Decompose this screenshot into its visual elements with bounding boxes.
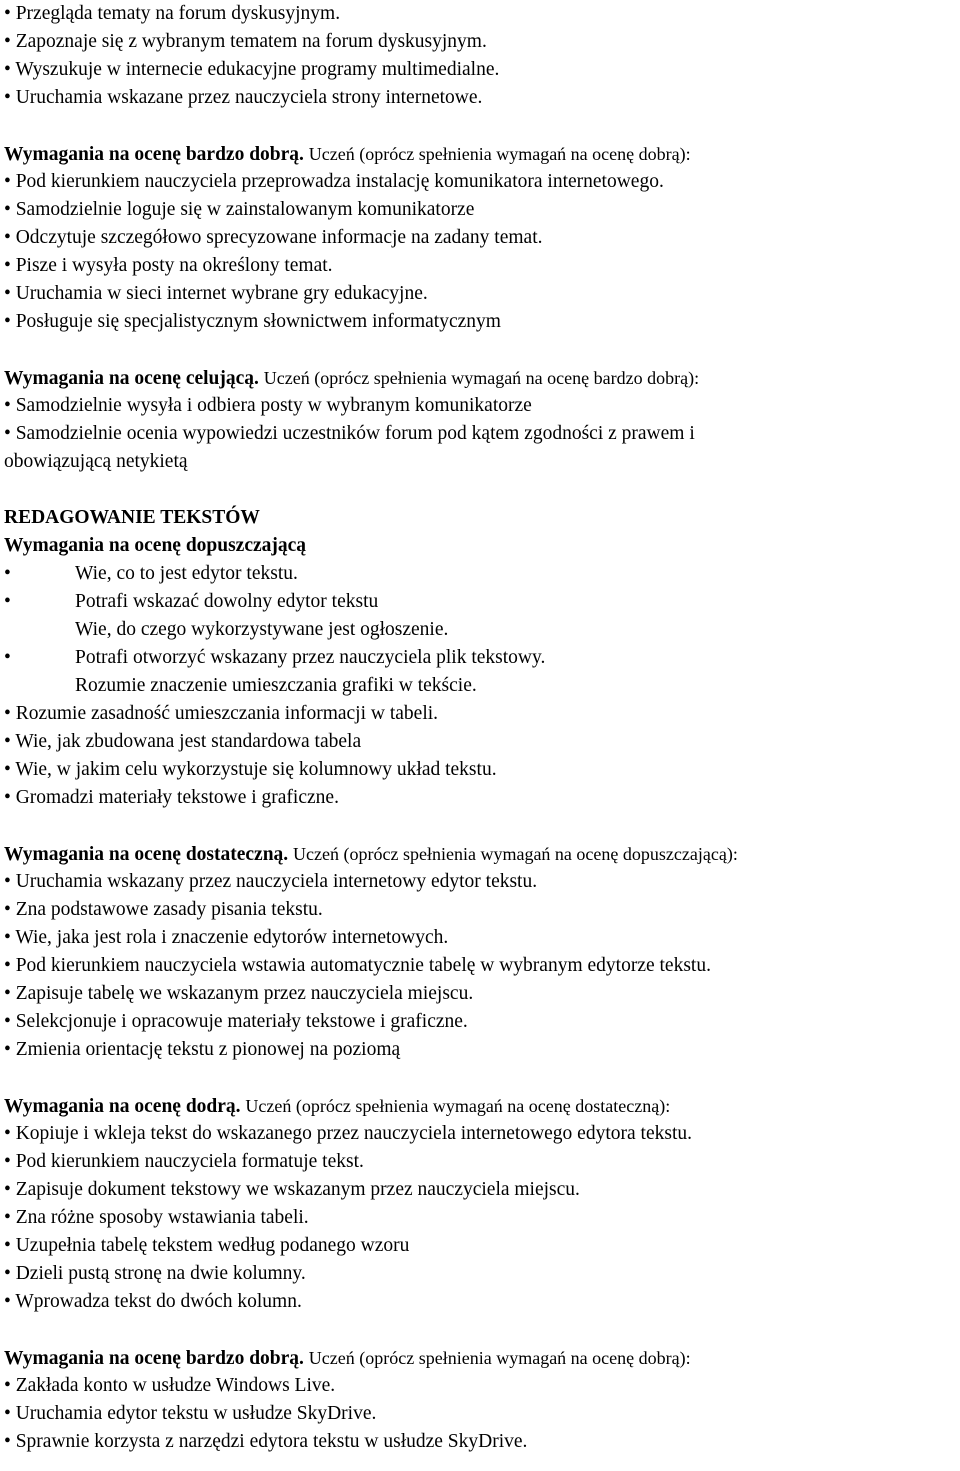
list-item-continuation: obowiązującą netykietą xyxy=(4,451,188,472)
list-item: • Pod kierunkiem nauczyciela przeprowadza instalację komunikatora internetowego. xyxy=(4,171,664,192)
list-item: • Zna różne sposoby wstawiania tabeli. xyxy=(4,1207,309,1228)
section-title: REDAGOWANIE TEKSTÓW xyxy=(4,507,260,528)
section-heading: Wymagania na ocenę dopuszczającą xyxy=(4,535,307,556)
list-item: • Pod kierunkiem nauczyciela wstawia automatycznie tabelę w wybranym edytorze tekstu. xyxy=(4,955,711,976)
list-item: • Zna podstawowe zasady pisania tekstu. xyxy=(4,899,323,920)
list-item: • Wie, jaka jest rola i znaczenie edytorów internetowych. xyxy=(4,927,449,948)
section-heading: Wymagania na ocenę celującą. Uczeń (oprócz spełnienia wymagań na ocenę bardzo dobrą): xyxy=(4,368,700,389)
list-item: • Kopiuje i wkleja tekst do wskazanego przez nauczyciela internetowego edytora tekstu. xyxy=(4,1123,692,1144)
list-item: • Uruchamia wskazany przez nauczyciela internetowy edytor tekstu. xyxy=(4,871,538,892)
list-item: • Zapoznaje się z wybranym tematem na forum dyskusyjnym. xyxy=(4,31,487,52)
list-item: • Uruchamia edytor tekstu w usłudze SkyDrive. xyxy=(4,1403,377,1424)
list-item: • Wprowadza tekst do dwóch kolumn. xyxy=(4,1291,302,1312)
list-item: • Samodzielnie ocenia wypowiedzi uczestników forum pod kątem zgodności z prawem i xyxy=(4,423,695,444)
list-item: • Zapisuje tabelę we wskazanym przez nauczyciela miejscu. xyxy=(4,983,474,1004)
list-item: • Zmienia orientację tekstu z pionowej na poziomą xyxy=(4,1039,401,1060)
list-item: • Rozumie zasadność umieszczania informacji w tabeli. xyxy=(4,703,439,724)
list-item: • Pisze i wysyła posty na określony temat. xyxy=(4,255,333,276)
list-item: • Dzieli pustą stronę na dwie kolumny. xyxy=(4,1263,306,1284)
list-item: • Samodzielnie loguje się w zainstalowanym komunikatorze xyxy=(4,199,475,220)
list-item: • Pod kierunkiem nauczyciela formatuje tekst. xyxy=(4,1151,364,1172)
list-item: • Odczytuje szczegółowo sprecyzowane informacje na zadany temat. xyxy=(4,227,543,248)
list-item: • Sprawnie korzysta z narzędzi edytora tekstu w usłudze SkyDrive. xyxy=(4,1431,528,1452)
list-item: • Wie, co to jest edytor tekstu. xyxy=(4,563,298,584)
section-heading: Wymagania na ocenę bardzo dobrą. Uczeń (oprócz spełnienia wymagań na ocenę dobrą): xyxy=(4,1348,691,1369)
list-item: • Potrafi otworzyć wskazany przez nauczyciela plik tekstowy. xyxy=(4,647,546,668)
list-item: • Przegląda tematy na forum dyskusyjnym. xyxy=(4,3,341,24)
section-heading: Wymagania na ocenę dostateczną. Uczeń (oprócz spełnienia wymagań na ocenę dopuszczającą): xyxy=(4,844,738,865)
section-heading: Wymagania na ocenę dodrą. Uczeń (oprócz spełnienia wymagań na ocenę dostateczną): xyxy=(4,1096,671,1117)
list-item: • Wie, jak zbudowana jest standardowa tabela xyxy=(4,731,362,752)
section-heading: Wymagania na ocenę bardzo dobrą. Uczeń (oprócz spełnienia wymagań na ocenę dobrą): xyxy=(4,144,691,165)
list-item: • Wyszukuje w internecie edukacyjne programy multimedialne. xyxy=(4,59,500,80)
list-item-continuation: Rozumie znaczenie umieszczania grafiki w tekście. xyxy=(75,675,477,696)
list-item: • Wie, w jakim celu wykorzystuje się kolumnowy układ tekstu. xyxy=(4,759,497,780)
list-item: • Uzupełnia tabelę tekstem według podanego wzoru xyxy=(4,1235,410,1256)
list-item: • Potrafi wskazać dowolny edytor tekstu xyxy=(4,591,379,612)
list-item-continuation: Wie, do czego wykorzystywane jest ogłoszenie. xyxy=(75,619,449,640)
list-item: • Uruchamia wskazane przez nauczyciela strony internetowe. xyxy=(4,87,483,108)
list-item: • Uruchamia w sieci internet wybrane gry edukacyjne. xyxy=(4,283,428,304)
list-item: • Samodzielnie wysyła i odbiera posty w wybranym komunikatorze xyxy=(4,395,532,416)
list-item: • Posługuje się specjalistycznym słownictwem informatycznym xyxy=(4,311,501,332)
list-item: • Zapisuje dokument tekstowy we wskazanym przez nauczyciela miejscu. xyxy=(4,1179,580,1200)
list-item: • Selekcjonuje i opracowuje materiały tekstowe i graficzne. xyxy=(4,1011,468,1032)
list-item: • Gromadzi materiały tekstowe i graficzne. xyxy=(4,787,339,808)
list-item: • Zakłada konto w usłudze Windows Live. xyxy=(4,1375,336,1396)
